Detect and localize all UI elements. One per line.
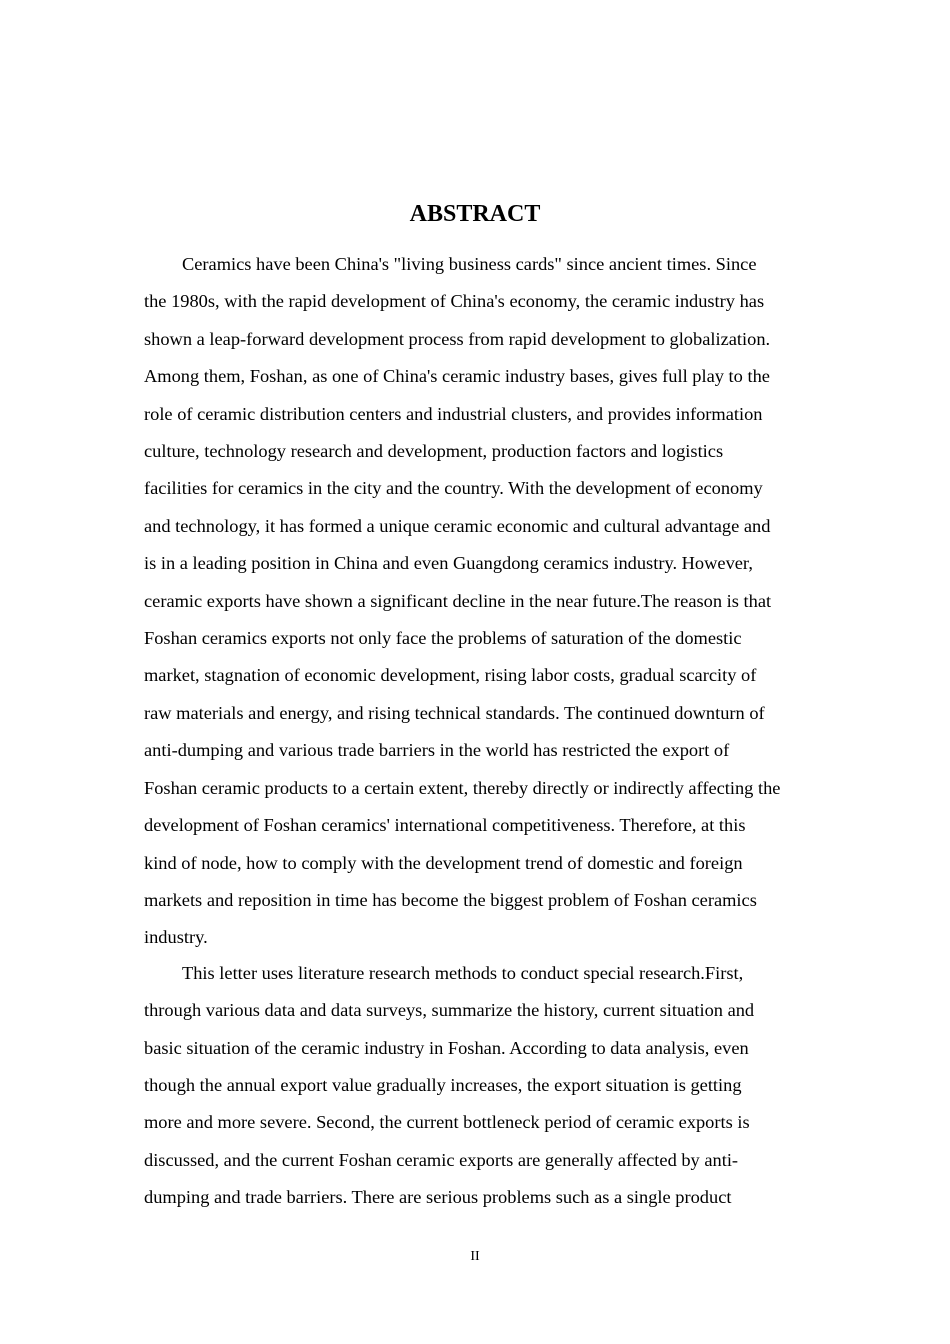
text-line: and technology, it has formed a unique ceramic economic and cultural advantage and [144,515,771,536]
text-line: basic situation of the ceramic industry in Foshan. According to data analysis, even [144,1037,749,1058]
text-line: anti-dumping and various trade barriers in the world has restricted the export of [144,740,730,761]
text-line: ceramic exports have shown a significant decline in the near future.The reason is that [144,590,772,611]
text-line: facilities for ceramics in the city and the country. With the development of economy [144,478,763,499]
text-line: is in a leading position in China and even Guangdong ceramics industry. However, [144,553,753,574]
text-line: dumping and trade barriers. There are serious problems such as a single product [144,1187,732,1208]
text-line: markets and reposition in time has become the biggest problem of Foshan ceramics [144,889,757,910]
text-line: discussed, and the current Foshan ceramic exports are generally affected by anti- [144,1149,739,1170]
text-line: through various data and data surveys, summarize the history, current situation and [144,1000,755,1021]
text-line: raw materials and energy, and rising technical standards. The continued downturn of [144,702,765,723]
text-line: role of ceramic distribution centers and industrial clusters, and provides information [144,403,763,424]
text-line: kind of node, how to comply with the development trend of domestic and foreign [144,852,743,873]
text-line: This letter uses literature research methods to conduct special research.First, [182,962,744,983]
text-line: more and more severe. Second, the current bottleneck period of ceramic exports is [144,1112,750,1133]
text-line: development of Foshan ceramics' international competitiveness. Therefore, at this [144,815,746,836]
text-line: Ceramics have been China's "living business cards" since ancient times. Since [182,254,757,274]
abstract-body [144,246,808,1217]
text-line: though the annual export value gradually increases, the export situation is getting [144,1074,742,1095]
text-line: the 1980s, with the rapid development of China's economy, the ceramic industry has [144,291,765,312]
paragraph-1 [144,246,808,957]
text-line: culture, technology research and development, production factors and logistics [144,441,724,462]
page-number: II [470,1249,480,1264]
text-line: Foshan ceramics exports not only face the problems of saturation of the domestic [144,628,742,649]
abstract-title: ABSTRACT [409,201,541,227]
text-line: market, stagnation of economic development, rising labor costs, gradual scarcity of [144,665,757,686]
text-line: Foshan ceramic products to a certain extent, thereby directly or indirectly affecting the [144,777,781,798]
paragraph-2 [144,955,808,1217]
text-line: Among them, Foshan, as one of China's ceramic industry bases, gives full play to the [144,366,770,387]
text-line: shown a leap-forward development process from rapid development to globalization. [144,328,771,349]
text-line: industry. [144,927,208,948]
